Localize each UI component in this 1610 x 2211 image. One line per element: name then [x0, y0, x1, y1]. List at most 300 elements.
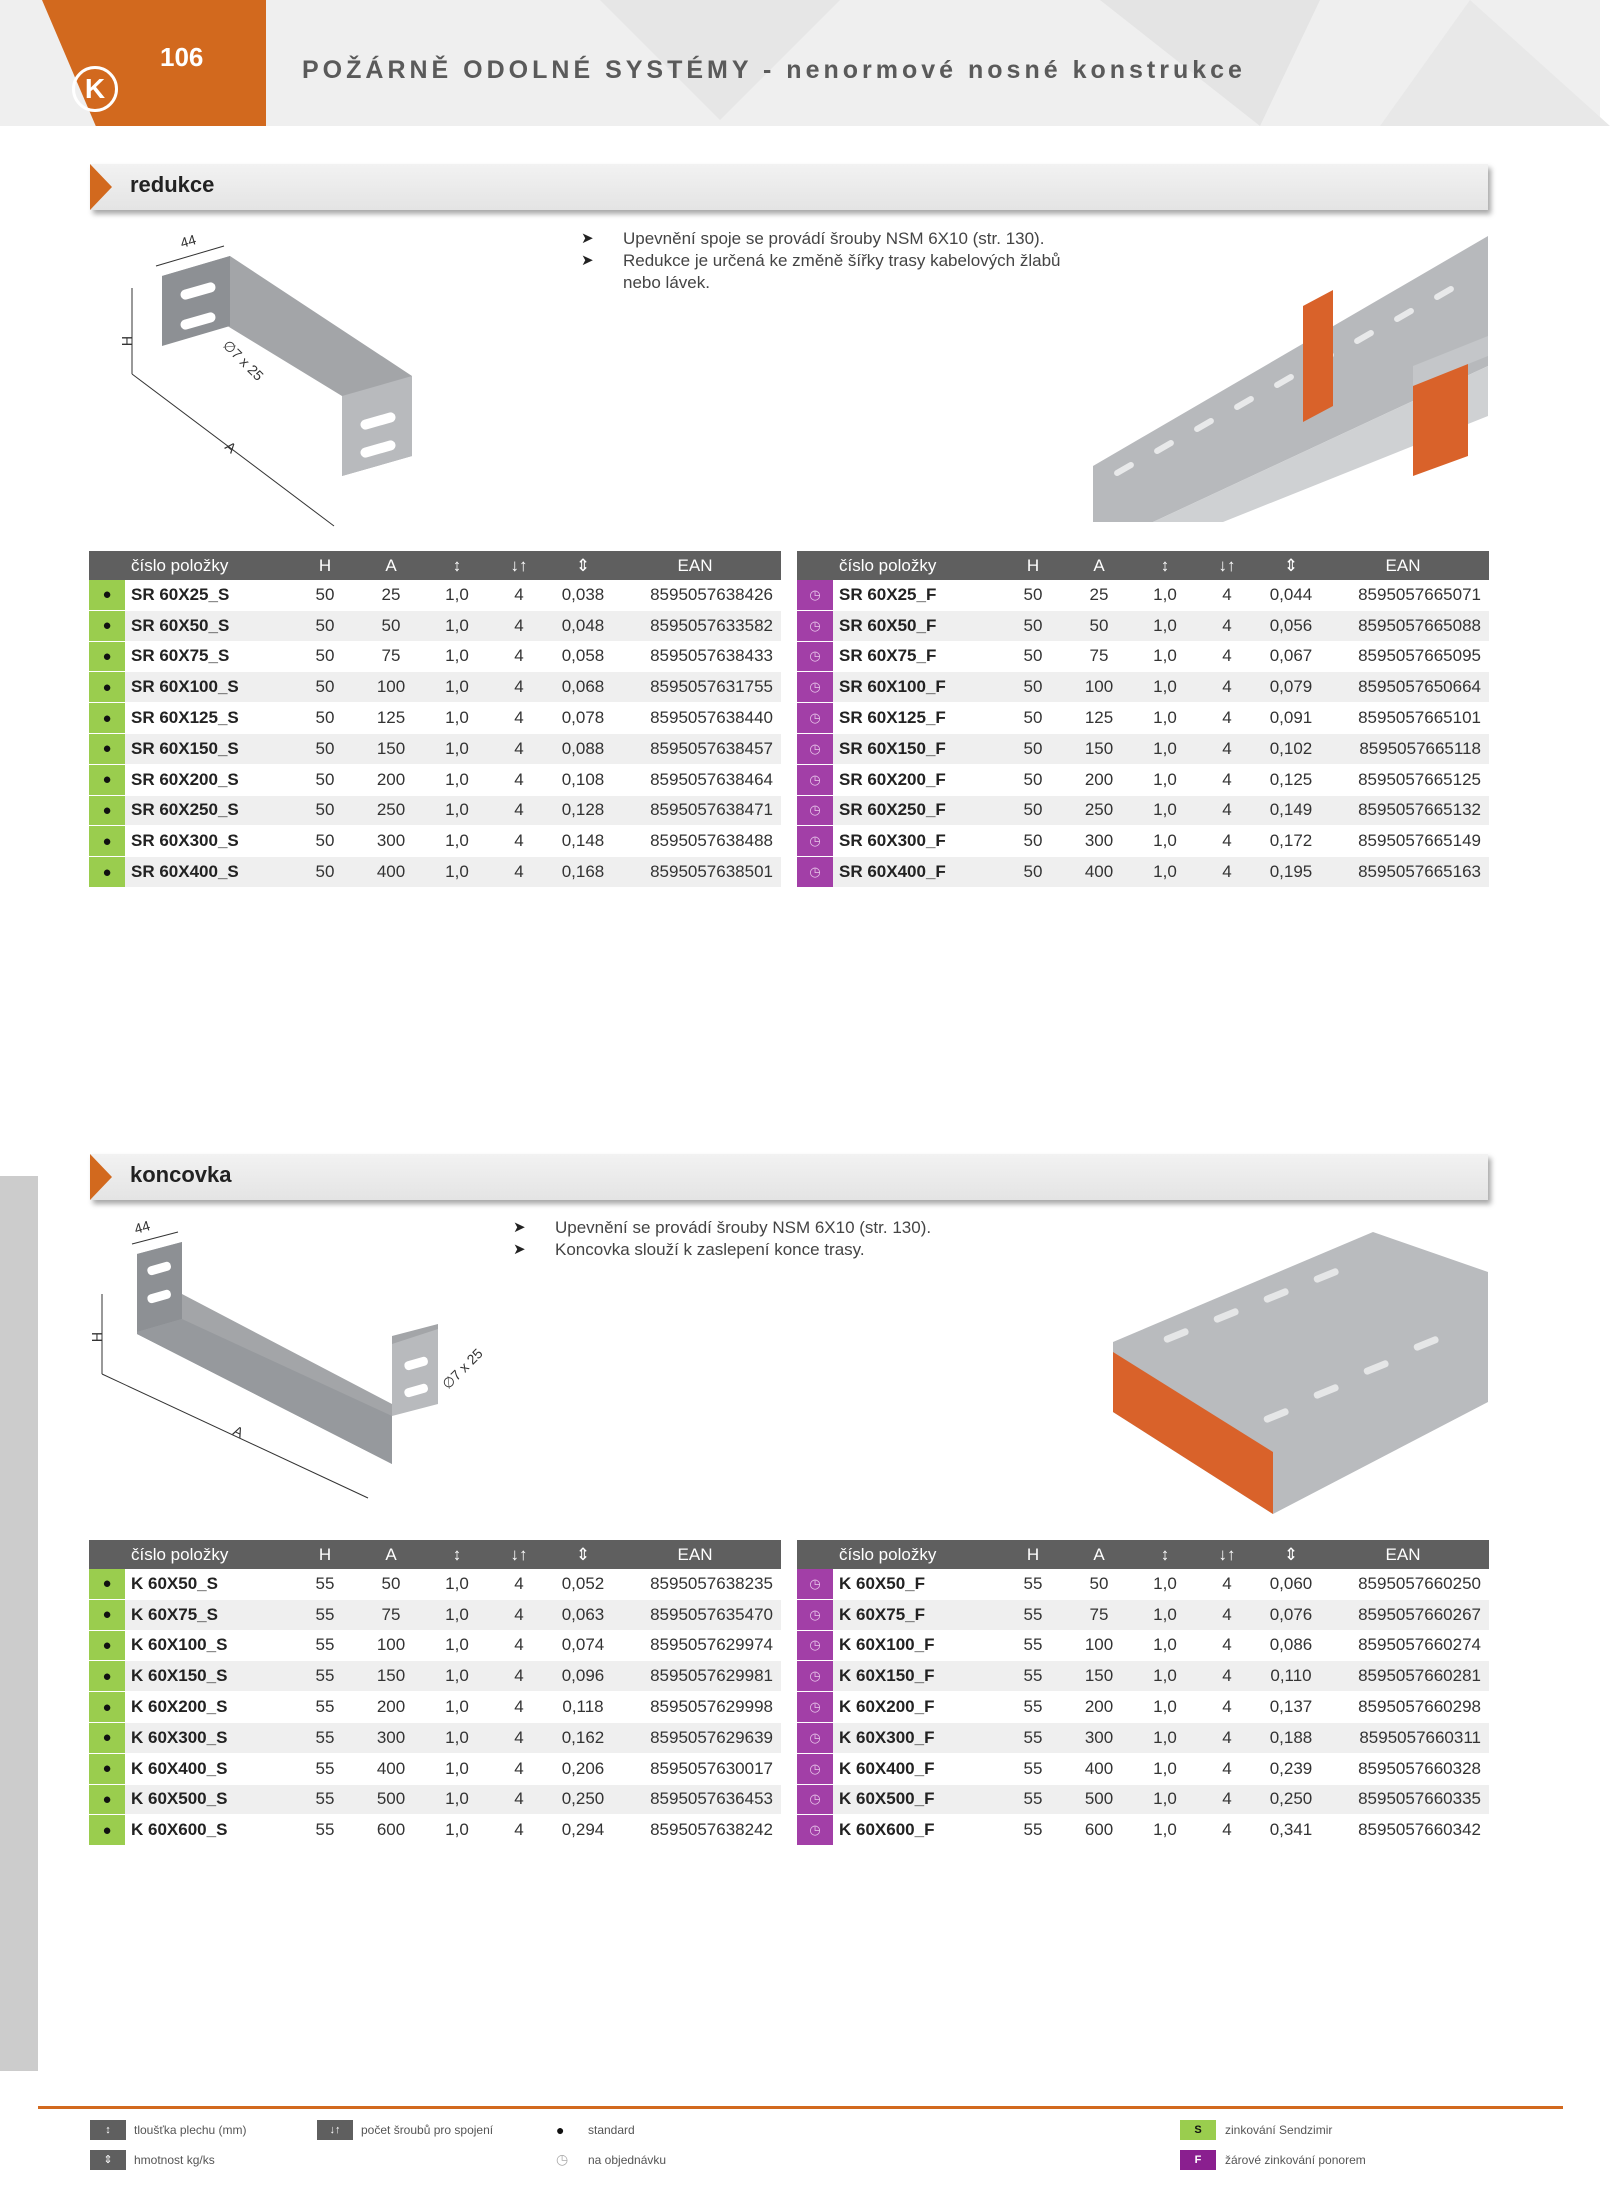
koncovka-table-sendzimir [89, 1540, 781, 1846]
mark-column-header [89, 551, 125, 580]
value-a: 200 [349, 1692, 433, 1723]
value-h: 50 [1009, 703, 1057, 734]
value-h: 50 [1009, 641, 1057, 672]
standard-dot-icon: ● [89, 857, 125, 888]
item-code: K 60X150_S [125, 1661, 301, 1692]
value-screws: 4 [481, 733, 557, 764]
standard-dot-icon: ● [89, 580, 125, 610]
value-screws: 4 [1189, 826, 1265, 857]
item-code: SR 60X250_S [125, 795, 301, 826]
table-row [89, 610, 781, 641]
value-a: 100 [349, 672, 433, 703]
value-thickness: 1,0 [1141, 672, 1189, 703]
value-h: 55 [1009, 1661, 1057, 1692]
value-screws: 4 [481, 703, 557, 734]
table-row [89, 1661, 781, 1692]
value-screws: 4 [481, 1661, 557, 1692]
value-ean: 8595057665118 [1317, 733, 1489, 764]
value-ean: 8595057660311 [1317, 1722, 1489, 1753]
value-weight: 0,088 [557, 733, 609, 764]
value-thickness: 1,0 [433, 1569, 481, 1599]
item-code: K 60X50_S [125, 1569, 301, 1599]
redukce-technical-drawing [92, 226, 562, 526]
value-thickness: 1,0 [1141, 733, 1189, 764]
value-screws: 4 [1189, 610, 1265, 641]
legend-thickness: tloušťka plechu (mm) [134, 2123, 247, 2137]
item-code: K 60X50_F [833, 1569, 1009, 1599]
value-screws: 4 [1189, 857, 1265, 888]
value-weight: 0,044 [1265, 580, 1317, 610]
value-screws: 4 [481, 641, 557, 672]
section-bar-koncovka [90, 1154, 1488, 1200]
value-h: 50 [1009, 610, 1057, 641]
koncovka-product-photo [1093, 1212, 1488, 1514]
dim-44-label: 44 [178, 231, 198, 251]
value-a: 400 [1057, 857, 1141, 888]
table-row [797, 1661, 1489, 1692]
dim-h-label: H [89, 1332, 105, 1343]
value-ean: 8595057665132 [1317, 795, 1489, 826]
value-h: 55 [301, 1599, 349, 1630]
value-ean: 8595057660328 [1317, 1753, 1489, 1784]
table-row [797, 1722, 1489, 1753]
value-ean: 8595057636453 [609, 1784, 781, 1815]
value-a: 200 [349, 764, 433, 795]
value-weight: 0,341 [1265, 1815, 1317, 1846]
value-ean: 8595057638235 [609, 1569, 781, 1599]
order-clock-icon: ◷ [797, 580, 833, 610]
section-title-koncovka: koncovka [130, 1162, 232, 1187]
value-thickness: 1,0 [1141, 1815, 1189, 1846]
item-code: K 60X150_F [833, 1661, 1009, 1692]
dim-44-label: 44 [132, 1217, 152, 1237]
value-thickness: 1,0 [433, 1630, 481, 1661]
order-clock-icon: ◷ [797, 795, 833, 826]
value-weight: 0,172 [1265, 826, 1317, 857]
column-header-a: A [1057, 551, 1141, 580]
bullet-item: ➤ Koncovka slouží k zaslepení konce trasy. [511, 1239, 1031, 1261]
table-header-row [89, 551, 781, 580]
value-a: 150 [349, 1661, 433, 1692]
value-screws: 4 [1189, 1722, 1265, 1753]
screws-icon: ↓↑ [481, 551, 557, 580]
column-header-ean: EAN [609, 1540, 781, 1569]
value-thickness: 1,0 [433, 580, 481, 610]
value-thickness: 1,0 [433, 1661, 481, 1692]
table-row [797, 764, 1489, 795]
dim-hole-label: ∅7 x 25 [219, 336, 267, 384]
value-weight: 0,076 [1265, 1599, 1317, 1630]
value-h: 50 [301, 795, 349, 826]
value-screws: 4 [1189, 672, 1265, 703]
order-clock-icon: ◷ [797, 1815, 833, 1846]
value-thickness: 1,0 [1141, 1630, 1189, 1661]
koncovka-table-hot-dip [797, 1540, 1489, 1846]
value-ean: 8595057638471 [609, 795, 781, 826]
document-title: POŽÁRNĚ ODOLNÉ SYSTÉMY - nenormové nosné konstrukce [302, 56, 1246, 84]
value-screws: 4 [481, 610, 557, 641]
value-h: 55 [1009, 1753, 1057, 1784]
standard-dot-icon: ● [89, 641, 125, 672]
value-h: 50 [301, 826, 349, 857]
dim-a-label: A [230, 1422, 246, 1441]
value-h: 55 [301, 1784, 349, 1815]
value-a: 75 [1057, 1599, 1141, 1630]
value-weight: 0,128 [557, 795, 609, 826]
value-a: 250 [1057, 795, 1141, 826]
order-clock-icon: ◷ [797, 672, 833, 703]
value-ean: 8595057665149 [1317, 826, 1489, 857]
order-clock-icon: ◷ [797, 1630, 833, 1661]
item-code: K 60X75_F [833, 1599, 1009, 1630]
value-h: 55 [301, 1753, 349, 1784]
standard-dot-icon: ● [89, 1753, 125, 1784]
value-a: 25 [349, 580, 433, 610]
value-screws: 4 [1189, 1630, 1265, 1661]
value-h: 50 [301, 580, 349, 610]
value-weight: 0,188 [1265, 1722, 1317, 1753]
weight-icon: ⇕ [1265, 1540, 1317, 1569]
section-title-redukce: redukce [130, 172, 215, 197]
redukce-bullets [579, 228, 1099, 294]
value-a: 50 [349, 1569, 433, 1599]
table-row [797, 1753, 1489, 1784]
value-thickness: 1,0 [1141, 641, 1189, 672]
item-code: SR 60X25_S [125, 580, 301, 610]
standard-dot-icon: ● [89, 1692, 125, 1723]
screws-icon: ↓↑ [1189, 1540, 1265, 1569]
value-h: 55 [301, 1661, 349, 1692]
logo-letter: K [84, 73, 106, 104]
value-ean: 8595057660250 [1317, 1569, 1489, 1599]
value-thickness: 1,0 [1141, 826, 1189, 857]
value-a: 400 [1057, 1753, 1141, 1784]
value-weight: 0,250 [1265, 1784, 1317, 1815]
value-weight: 0,091 [1265, 703, 1317, 734]
item-code: K 60X300_F [833, 1722, 1009, 1753]
value-h: 55 [1009, 1599, 1057, 1630]
value-screws: 4 [1189, 1569, 1265, 1599]
item-code: SR 60X200_S [125, 764, 301, 795]
item-code: K 60X500_S [125, 1784, 301, 1815]
value-a: 100 [1057, 1630, 1141, 1661]
thickness-icon: ↕ [433, 551, 481, 580]
table-row [89, 641, 781, 672]
value-h: 50 [301, 703, 349, 734]
value-thickness: 1,0 [1141, 580, 1189, 610]
value-ean: 8595057629981 [609, 1661, 781, 1692]
value-ean: 8595057638440 [609, 703, 781, 734]
thickness-legend-icon: ↕ [90, 2120, 126, 2140]
order-clock-icon: ◷ [797, 733, 833, 764]
standard-dot-icon: ● [89, 1815, 125, 1846]
value-h: 55 [1009, 1569, 1057, 1599]
value-a: 150 [1057, 1661, 1141, 1692]
value-thickness: 1,0 [433, 1753, 481, 1784]
value-screws: 4 [1189, 733, 1265, 764]
order-clock-icon: ◷ [797, 1784, 833, 1815]
table-row [797, 703, 1489, 734]
screws-icon: ↓↑ [481, 1540, 557, 1569]
order-clock-icon: ◷ [797, 764, 833, 795]
value-h: 55 [301, 1722, 349, 1753]
value-a: 25 [1057, 580, 1141, 610]
table-row [89, 580, 781, 610]
redukce-table-hot-dip [797, 551, 1489, 888]
value-thickness: 1,0 [433, 672, 481, 703]
order-clock-icon: ◷ [797, 1661, 833, 1692]
value-weight: 0,074 [557, 1630, 609, 1661]
value-h: 55 [301, 1569, 349, 1599]
value-ean: 8595057638242 [609, 1815, 781, 1846]
legend-weight: hmotnost kg/ks [134, 2153, 215, 2167]
value-ean: 8595057629998 [609, 1692, 781, 1723]
column-header-h: H [301, 1540, 349, 1569]
value-h: 55 [1009, 1784, 1057, 1815]
item-code: K 60X100_F [833, 1630, 1009, 1661]
legend-screws: počet šroubů pro spojení [361, 2123, 494, 2137]
value-a: 75 [349, 641, 433, 672]
footer-line [38, 2106, 1563, 2109]
value-screws: 4 [481, 1630, 557, 1661]
value-thickness: 1,0 [1141, 1599, 1189, 1630]
table-row [797, 826, 1489, 857]
order-clock-icon: ◷ [797, 1753, 833, 1784]
order-clock-icon: ◷ [797, 1722, 833, 1753]
value-ean: 8595057665095 [1317, 641, 1489, 672]
value-a: 125 [349, 703, 433, 734]
item-code: SR 60X125_F [833, 703, 1009, 734]
value-weight: 0,125 [1265, 764, 1317, 795]
order-clock-icon: ◷ [797, 1692, 833, 1723]
value-h: 55 [301, 1692, 349, 1723]
value-thickness: 1,0 [1141, 1661, 1189, 1692]
value-screws: 4 [481, 580, 557, 610]
value-ean: 8595057665125 [1317, 764, 1489, 795]
table-row [797, 641, 1489, 672]
thickness-icon: ↕ [1141, 551, 1189, 580]
weight-icon: ⇕ [557, 1540, 609, 1569]
weight-icon: ⇕ [557, 551, 609, 580]
standard-dot-icon: ● [89, 764, 125, 795]
value-ean: 8595057638457 [609, 733, 781, 764]
table-header-row [797, 1540, 1489, 1569]
table-row [797, 1599, 1489, 1630]
table-row [797, 1569, 1489, 1599]
value-ean: 8595057633582 [609, 610, 781, 641]
item-code: K 60X400_F [833, 1753, 1009, 1784]
value-h: 55 [1009, 1815, 1057, 1846]
value-h: 50 [301, 764, 349, 795]
item-code: SR 60X100_F [833, 672, 1009, 703]
value-weight: 0,079 [1265, 672, 1317, 703]
value-ean: 8595057660274 [1317, 1630, 1489, 1661]
table-row [89, 1784, 781, 1815]
item-code: SR 60X75_S [125, 641, 301, 672]
value-screws: 4 [481, 1722, 557, 1753]
value-weight: 0,067 [1265, 641, 1317, 672]
value-h: 55 [1009, 1630, 1057, 1661]
page-number: 106 [160, 42, 204, 72]
item-code: K 60X400_S [125, 1753, 301, 1784]
value-weight: 0,063 [557, 1599, 609, 1630]
table-row [89, 795, 781, 826]
value-a: 500 [349, 1784, 433, 1815]
value-ean: 8595057638433 [609, 641, 781, 672]
item-code: SR 60X200_F [833, 764, 1009, 795]
column-header-code: číslo položky [833, 551, 1009, 580]
screws-legend-icon: ↓↑ [317, 2120, 353, 2140]
table-header-row [89, 1540, 781, 1569]
value-thickness: 1,0 [1141, 610, 1189, 641]
item-code: SR 60X100_S [125, 672, 301, 703]
value-weight: 0,060 [1265, 1569, 1317, 1599]
table-row [89, 1630, 781, 1661]
table-row [89, 1692, 781, 1723]
redukce-table-sendzimir [89, 551, 781, 888]
column-header-ean: EAN [1317, 551, 1489, 580]
value-h: 55 [301, 1815, 349, 1846]
value-a: 100 [1057, 672, 1141, 703]
value-h: 50 [1009, 580, 1057, 610]
value-thickness: 1,0 [433, 703, 481, 734]
value-a: 50 [1057, 1569, 1141, 1599]
brand-logo [72, 66, 118, 112]
item-code: SR 60X250_F [833, 795, 1009, 826]
mark-column-header [797, 551, 833, 580]
weight-icon: ⇕ [1265, 551, 1317, 580]
value-a: 300 [1057, 1722, 1141, 1753]
standard-dot-icon: ● [89, 1569, 125, 1599]
table-row [89, 1753, 781, 1784]
value-weight: 0,038 [557, 580, 609, 610]
value-h: 50 [1009, 764, 1057, 795]
table-row [89, 1815, 781, 1846]
value-screws: 4 [481, 826, 557, 857]
value-a: 100 [349, 1630, 433, 1661]
value-ean: 8595057665071 [1317, 580, 1489, 610]
value-screws: 4 [1189, 795, 1265, 826]
order-clock-icon: ◷ [797, 826, 833, 857]
column-header-h: H [301, 551, 349, 580]
table-row [89, 733, 781, 764]
item-code: K 60X75_S [125, 1599, 301, 1630]
table-row [89, 1569, 781, 1599]
value-thickness: 1,0 [433, 641, 481, 672]
standard-dot-icon: ● [556, 2122, 565, 2138]
value-weight: 0,096 [557, 1661, 609, 1692]
value-screws: 4 [481, 857, 557, 888]
value-ean: 8595057638426 [609, 580, 781, 610]
value-weight: 0,108 [557, 764, 609, 795]
standard-dot-icon: ● [89, 1784, 125, 1815]
value-weight: 0,102 [1265, 733, 1317, 764]
value-thickness: 1,0 [433, 1815, 481, 1846]
table-row [797, 857, 1489, 888]
value-weight: 0,058 [557, 641, 609, 672]
item-code: SR 60X400_F [833, 857, 1009, 888]
value-a: 50 [349, 610, 433, 641]
item-code: K 60X200_S [125, 1692, 301, 1723]
order-clock-icon: ◷ [797, 857, 833, 888]
value-weight: 0,294 [557, 1815, 609, 1846]
value-a: 300 [349, 826, 433, 857]
value-thickness: 1,0 [1141, 1784, 1189, 1815]
value-thickness: 1,0 [1141, 1569, 1189, 1599]
item-code: K 60X500_F [833, 1784, 1009, 1815]
order-clock-icon: ◷ [797, 1599, 833, 1630]
table-row [797, 733, 1489, 764]
value-a: 75 [349, 1599, 433, 1630]
value-screws: 4 [481, 795, 557, 826]
table-row [89, 857, 781, 888]
column-header-ean: EAN [609, 551, 781, 580]
value-screws: 4 [481, 672, 557, 703]
value-ean: 8595057629639 [609, 1722, 781, 1753]
item-code: K 60X300_S [125, 1722, 301, 1753]
item-code: SR 60X150_S [125, 733, 301, 764]
standard-dot-icon: ● [89, 733, 125, 764]
value-h: 55 [301, 1630, 349, 1661]
value-h: 50 [301, 610, 349, 641]
value-ean: 8595057660342 [1317, 1815, 1489, 1846]
table-row [89, 672, 781, 703]
value-h: 50 [301, 733, 349, 764]
standard-dot-icon: ● [89, 703, 125, 734]
value-ean: 8595057665088 [1317, 610, 1489, 641]
value-thickness: 1,0 [433, 764, 481, 795]
legend-order: na objednávku [588, 2153, 667, 2167]
item-code: SR 60X300_S [125, 826, 301, 857]
redukce-product-photo [1093, 226, 1488, 522]
column-header-h: H [1009, 1540, 1057, 1569]
koncovka-bullets [511, 1217, 1031, 1261]
value-screws: 4 [1189, 703, 1265, 734]
order-clock-icon: ◷ [797, 703, 833, 734]
value-a: 600 [1057, 1815, 1141, 1846]
value-thickness: 1,0 [1141, 764, 1189, 795]
value-ean: 8595057638501 [609, 857, 781, 888]
screws-icon: ↓↑ [1189, 551, 1265, 580]
value-screws: 4 [1189, 641, 1265, 672]
value-ean: 8595057629974 [609, 1630, 781, 1661]
table-row [797, 1692, 1489, 1723]
value-h: 50 [301, 672, 349, 703]
value-weight: 0,086 [1265, 1630, 1317, 1661]
item-code: SR 60X400_S [125, 857, 301, 888]
column-header-code: číslo položky [125, 1540, 301, 1569]
value-weight: 0,068 [557, 672, 609, 703]
standard-dot-icon: ● [89, 610, 125, 641]
value-thickness: 1,0 [433, 1599, 481, 1630]
table-row [797, 1630, 1489, 1661]
order-clock-icon: ◷ [797, 610, 833, 641]
column-header-a: A [349, 551, 433, 580]
value-h: 55 [1009, 1722, 1057, 1753]
item-code: SR 60X125_S [125, 703, 301, 734]
value-screws: 4 [481, 764, 557, 795]
value-h: 50 [1009, 795, 1057, 826]
value-thickness: 1,0 [1141, 703, 1189, 734]
table-row [89, 764, 781, 795]
table-row [89, 826, 781, 857]
value-a: 600 [349, 1815, 433, 1846]
table-row [89, 1722, 781, 1753]
value-screws: 4 [1189, 1815, 1265, 1846]
value-a: 200 [1057, 1692, 1141, 1723]
value-thickness: 1,0 [433, 857, 481, 888]
table-row [797, 1815, 1489, 1846]
